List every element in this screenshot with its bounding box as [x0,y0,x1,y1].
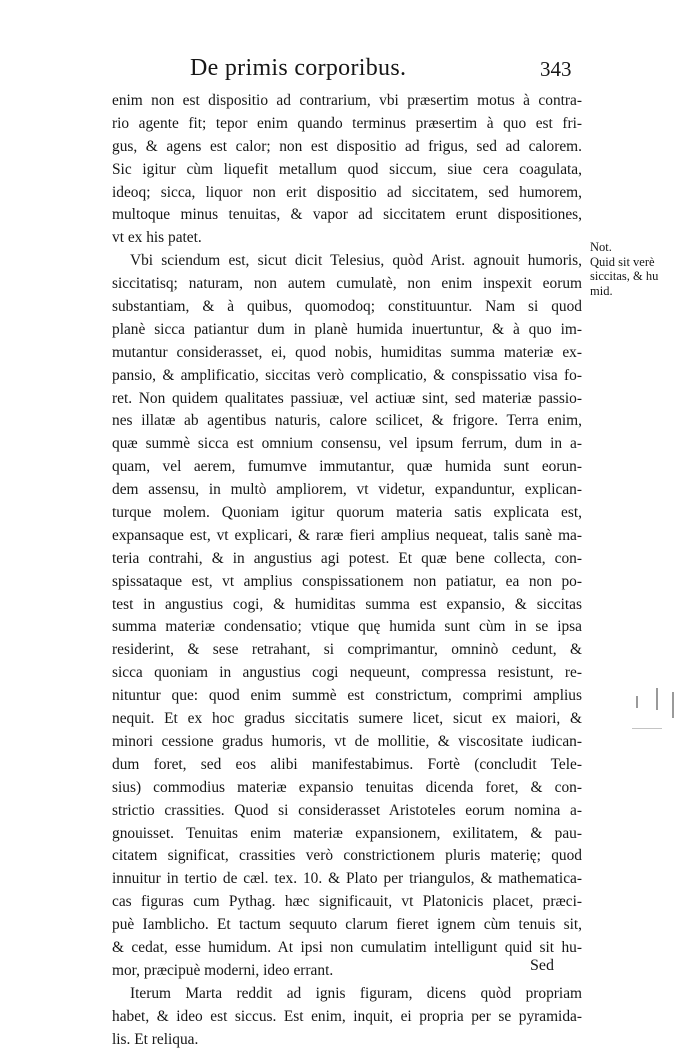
margin-note [590,240,690,298]
text-line: dum foret, sed eos alibi manifestabimus. Fortè (concludit Tele- [112,755,582,773]
text-line: test in angustius cogi, & humiditas summa est expansio, & siccitas [112,595,582,613]
catchword: Sed [530,957,554,974]
text-line: strictio crassities. Quod si considerasset Aristoteles eorum nomina a- [112,801,582,819]
text-line: gus, & agens est calor; non est dispositio ad frigus, sed ad calorem. [112,137,582,155]
text-line: turque molem. Quoniam igitur quorum materia satis explicata est, [112,504,582,522]
text-line: summa materiæ condensatio; vtique quę humida sunt cùm in se ipsa [112,618,582,636]
text-line: Iterum Marta reddit ad ignis figuram, dicens quòd propriam [130,984,582,1002]
text-line: sicca quoniam in angustius cogi nequeunt, compressa resistunt, re- [112,664,582,682]
text-line: mor, præcipuè moderni, ideo errant. [112,961,334,979]
text-line: innuitur in tertio de cæl. tex. 10. & Plato per triangulos, & mathematica- [112,870,582,888]
body-text [112,90,582,1051]
text-line: pansio, & amplificatio, siccitas verò complicatio, & conspissatio visa fo- [112,366,582,384]
text-line: quæ summè sicca est omnium consensu, vel ipsum ferrum, dum in a- [112,435,582,453]
text-line: spissataque est, vt amplius conspissationem non patiatur, ea non po- [112,572,582,590]
text-line: citatem significat, crassities verò constrictionem pluris materię; quod [112,847,582,865]
text-line: nes illatæ ab agentibus naturis, calore scilicet, & frigore. Terra enim, [112,412,582,430]
text-line: expansaque est, vt explicari, & raræ fieri amplius nequeat, talis sanè ma- [112,526,582,544]
text-line: nequit. Et ex hoc gradus siccitatis sumere licet, sicut ex maiori, & [112,710,582,728]
text-line: residerint, & sese retrahant, si comprimantur, omninò cedunt, & [112,641,582,659]
text-line: nituntur que: quod enim summè est constrictum, comprimi amplius [112,687,582,705]
text-line: dem assensu, in multò ampliorem, vt videtur, expanduntur, explican- [112,481,582,499]
text-line: cas figuras cum Pythag. hæc significauit, vt Platonicis placet, præci- [112,893,582,911]
text-line: rio agente fit; tepor enim quando terminus præsertim à quo est fri- [112,114,582,132]
text-line: Sic igitur cùm liquefit metallum quod siccum, siue cera coagulata, [112,160,582,178]
text-line: vt ex his patet. [112,229,202,247]
text-line: & cedat, esse humidum. At ipsi non cumulatim intelligunt quid sit hu- [112,938,582,956]
page-number: 343 [540,57,572,81]
text-line: puè Iamblicho. Et tactum sequuto clarum fieret ignem cùm tenuis sit, [112,916,582,934]
text-line: multoque minus tenuitas, & vapor ad siccitatem erunt dispositiones, [112,206,582,224]
text-line: mutantur considerasset, ei, quod nobis, humiditas summa materiæ ex- [112,343,582,361]
text-line: Vbi sciendum est, sicut dicit Telesius, quòd Arist. agnouit humoris, [130,252,582,270]
text-line: sius) commodius materiæ expansio tenuitas dicenda foret, & con- [112,778,582,796]
margin-note-line: siccitas, & hu [590,269,659,283]
margin-note-line: mid. [590,283,613,298]
text-line: gnouisset. Tenuitas enim materiæ expansionem, exilitatem, & pau- [112,824,582,842]
text-line: teria contrahi, & in angustius agi potest. Et quæ bene collecta, con- [112,549,582,567]
text-line: ideoq; sicca, liquor non erit dispositio ad siccitatem, sed humorem, [112,183,582,201]
margin-note-line: Not. [590,240,612,254]
text-line: minori cessione gradus humoris, vt de mollitie, & viscositate iudican- [112,732,582,750]
running-title: De primis corporibus. [190,55,407,81]
text-line: planè sicca patiantur dum in planè humida inuertuntur, & à quo im- [112,320,582,338]
text-line: habet, & ideo est siccus. Est enim, inquit, ei propria per se pyramida- [112,1007,582,1025]
text-line: ret. Non quidem qualitates passiuæ, vel actiuæ sint, sed materiæ passio- [112,389,582,407]
text-line: substantiam, & à quibus, quomodoq; constituuntur. Nam si quod [112,298,582,316]
text-line: quam, vel aerem, fumumve immutantur, quæ humida sunt eorun- [112,458,582,476]
text-line: siccitatisq; naturam, non autem cumulatè, non enim inspexit eorum [112,275,582,293]
margin-note-line: Quid sit verè [590,254,655,269]
show-through-marks [612,688,682,748]
text-line: enim non est dispositio ad contrarium, vbi præsertim motus à contra- [112,92,582,109]
text-line: lis. Et reliqua. [112,1030,199,1048]
